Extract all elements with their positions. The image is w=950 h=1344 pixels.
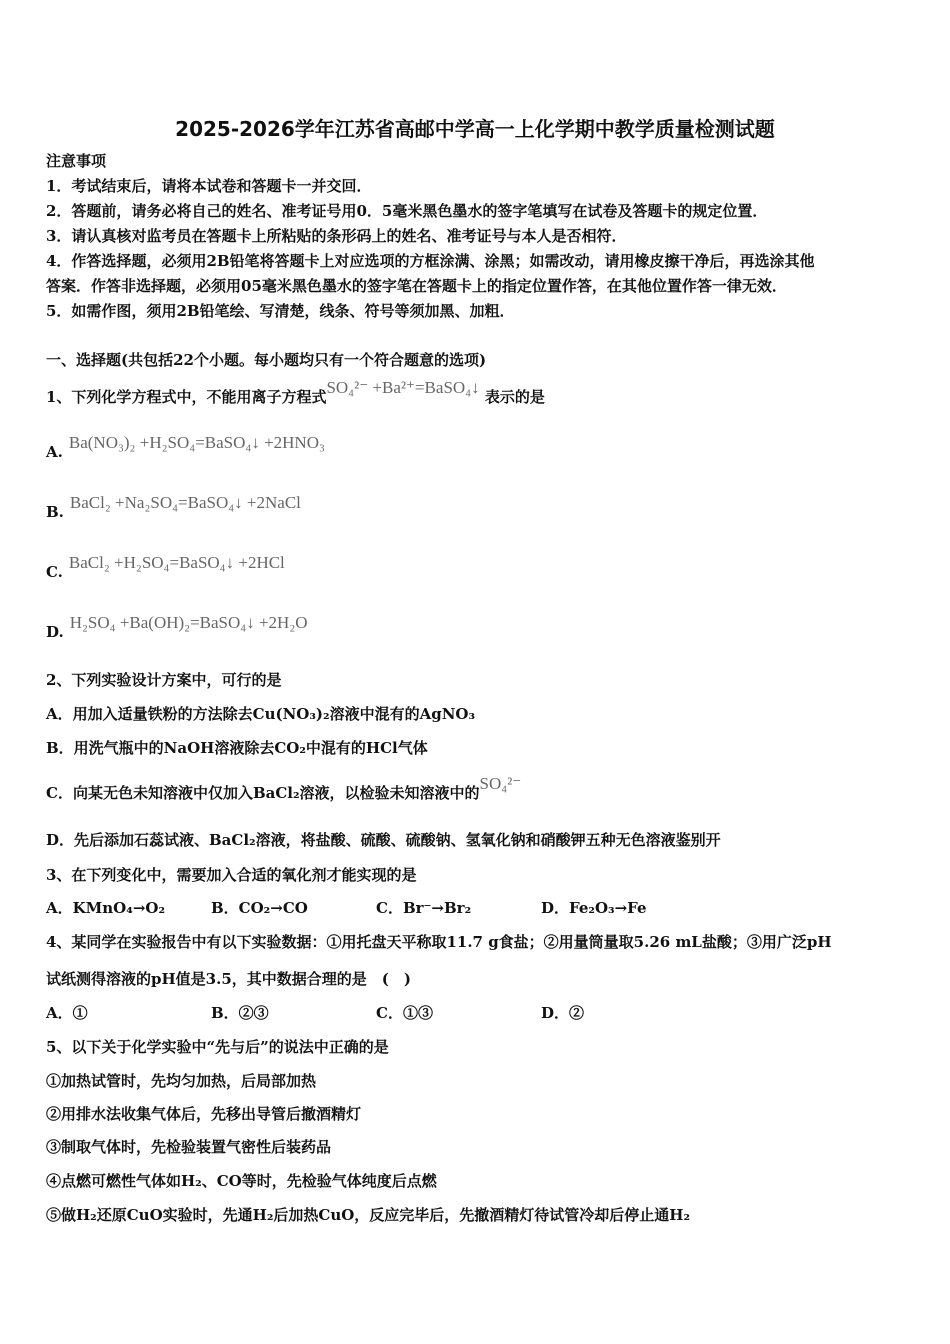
q1-option-c <box>46 553 285 582</box>
option-formula: BaCl₂ +H₂SO₄=BaSO₄↓ +2HCl <box>68 553 285 572</box>
question-4-stem: 4、某同学在实验报告中有以下实验数据：①用托盘天平称取11.7 g食盐；②用量筒量取5.26 mL盐酸；③用广泛pH <box>46 933 832 951</box>
q1-stem-before: 1、下列化学方程式中，不能用离子方程式 <box>46 388 327 406</box>
q2-option-c <box>46 774 522 803</box>
q4-option-c: C．①③ <box>376 1004 433 1022</box>
option-formula: H₂SO₄ +Ba(OH)₂=BaSO₄↓ +2H₂O <box>69 613 308 632</box>
question-2-stem: 2、下列实验设计方案中，可行的是 <box>46 671 282 689</box>
q2-option-a: A．用加入适量铁粉的方法除去Cu(NO₃)₂溶液中混有的AgNO₃ <box>46 705 476 723</box>
q3-option-a: A．KMnO₄→O₂ <box>46 899 166 917</box>
option-label: B. <box>46 503 64 521</box>
question-1-stem <box>46 378 545 407</box>
notice-line: 5．如需作图，须用2B铅笔绘、写清楚，线条、符号等须加黑、加粗． <box>46 302 515 320</box>
q5-item: ④点燃可燃性气体如H₂、CO等时，先检验气体纯度后点燃 <box>46 1172 437 1190</box>
q4-options <box>46 1003 706 1023</box>
question-5-stem: 5、以下关于化学实验中“先与后”的说法中正确的是 <box>46 1038 389 1056</box>
q1-option-d <box>46 613 308 642</box>
option-formula: Ba(NO₃)₂ +H₂SO₄=BaSO₄↓ +2HNO₃ <box>68 433 325 452</box>
q5-item: ⑤做H₂还原CuO实验时，先通H₂后加热CuO，反应完毕后，先撤酒精灯待试管冷却后停止通H₂ <box>46 1206 691 1224</box>
question-3-stem: 3、在下列变化中，需要加入合适的氧化剂才能实现的是 <box>46 866 417 884</box>
q1-option-b <box>46 493 301 522</box>
notice-line: 4．作答选择题，必须用2B铅笔将答题卡上对应选项的方框涂满、涂黑；如需改动，请用橡皮擦干净后，再选涂其他 <box>46 252 815 270</box>
q3-option-b: B．CO₂→CO <box>211 899 308 917</box>
q2-option-d: D．先后添加石蕊试液、BaCl₂溶液，将盐酸、硫酸、硫酸钠、氢氧化钠和硝酸钾五种无色溶液鉴别开 <box>46 831 721 849</box>
notice-line: 1．考试结束后，请将本试卷和答题卡一并交回． <box>46 177 372 195</box>
q2-option-b: B．用洗气瓶中的NaOH溶液除去CO₂中混有的HCl气体 <box>46 739 428 757</box>
q4-option-a: A．① <box>46 1004 88 1022</box>
q5-item: ②用排水法收集气体后，先移出导管后撤酒精灯 <box>46 1105 362 1123</box>
notice-line: 2．答题前，请务必将自己的姓名、准考证号用0．5毫米黑色墨水的签字笔填写在试卷及答题卡的规定位置． <box>46 202 768 220</box>
option-formula: SO₄²⁻ <box>479 774 522 793</box>
document-title: 2025-2026学年江苏省高邮中学高一上化学期中教学质量检测试题 <box>175 117 775 141</box>
q3-option-d: D．Fe₂O₃→Fe <box>541 899 647 917</box>
q5-item: ③制取气体时，先检验装置气密性后装药品 <box>46 1138 332 1156</box>
option-formula: BaCl₂ +Na₂SO₄=BaSO₄↓ +2NaCl <box>69 493 301 512</box>
q3-options <box>46 898 706 918</box>
q3-option-c: C．Br⁻→Br₂ <box>376 899 472 917</box>
q1-ionic-equation: SO₄²⁻ +Ba²⁺=BaSO₄↓ <box>326 378 480 397</box>
section-heading: 一、选择题(共包括22个小题。每小题均只有一个符合题意的选项) <box>46 351 487 369</box>
option-label: D. <box>46 623 64 641</box>
notice-line: 3．请认真核对监考员在答题卡上所粘贴的条形码上的姓名、准考证号与本人是否相符． <box>46 227 627 245</box>
question-4-stem-cont: 试纸测得溶液的pH值是3.5，其中数据合理的是 ( ) <box>46 970 411 988</box>
q1-stem-after: 表示的是 <box>484 388 545 406</box>
q1-option-a <box>46 433 325 462</box>
q4-option-d: D．② <box>541 1004 585 1022</box>
notice-heading: 注意事项 <box>46 152 107 170</box>
option-label: C. <box>46 563 63 581</box>
option-label: A. <box>46 443 63 461</box>
notice-line: 答案．作答非选择题，必须用05毫米黑色墨水的签字笔在答题卡上的指定位置作答，在其他位置作答一律无效． <box>46 277 787 295</box>
q4-option-b: B．②③ <box>211 1004 269 1022</box>
q5-item: ①加热试管时，先均匀加热，后局部加热 <box>46 1072 317 1090</box>
option-text: C．向某无色未知溶液中仅加入BaCl₂溶液，以检验未知溶液中的 <box>46 784 480 802</box>
